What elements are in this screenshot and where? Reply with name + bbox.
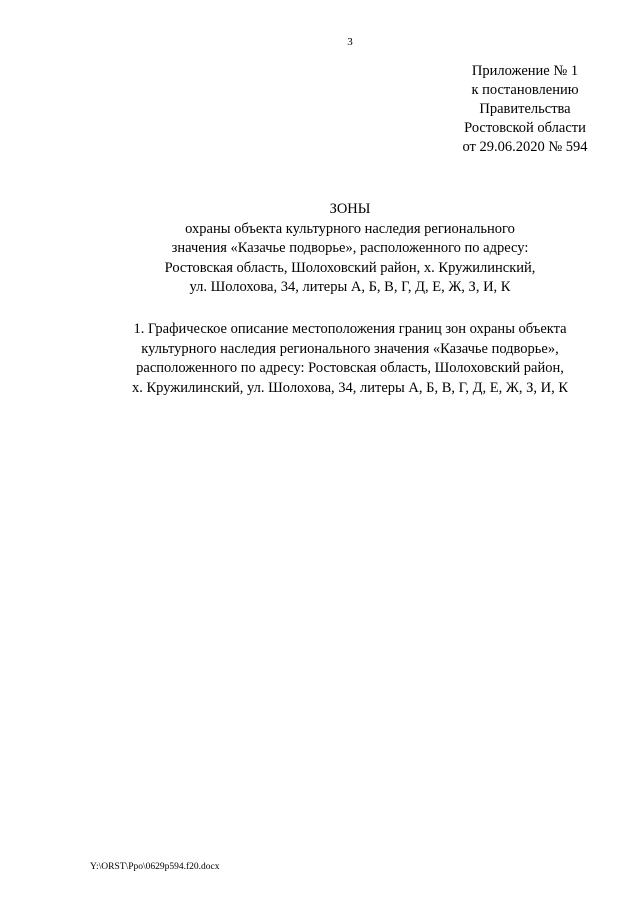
title-line: ул. Шолохова, 34, литеры А, Б, В, Г, Д, Е, Ж, З, И, К <box>189 279 511 295</box>
title-line: Ростовская область, Шолоховский район, х. Кружилинский, <box>164 259 536 276</box>
appendix-line: Ростовской области <box>464 120 586 136</box>
appendix-line: Приложение № 1 <box>471 63 579 79</box>
appendix-line: от 29.06.2020 № 594 <box>462 139 588 155</box>
section-heading <box>0 320 640 398</box>
footer-file-path: Y:\ORST\Ppo\0629p594.f20.docx <box>90 862 220 872</box>
section-line: х. Кружилинский, ул. Шолохова, 34, литеры А, Б, В, Г, Д, Е, Ж, З, И, К <box>131 379 569 396</box>
section-line: расположенного по адресу: Ростовская область, Шолоховский район, <box>136 360 564 376</box>
appendix-line: Правительства <box>479 101 571 117</box>
section-line: 1. Графическое описание местоположения границ зон охраны объекта <box>133 321 567 337</box>
appendix-line: к постановлению <box>471 82 579 98</box>
appendix-block <box>440 62 610 157</box>
title-heading: ЗОНЫ <box>329 201 371 217</box>
document-title <box>0 200 640 298</box>
section-line: культурного наследия регионального значения «Казачье подворье», <box>141 340 559 357</box>
title-line: значения «Казачье подворье», расположенного по адресу: <box>171 240 529 256</box>
title-line: охраны объекта культурного наследия регионального <box>185 220 515 237</box>
page-number: 3 <box>347 36 353 48</box>
